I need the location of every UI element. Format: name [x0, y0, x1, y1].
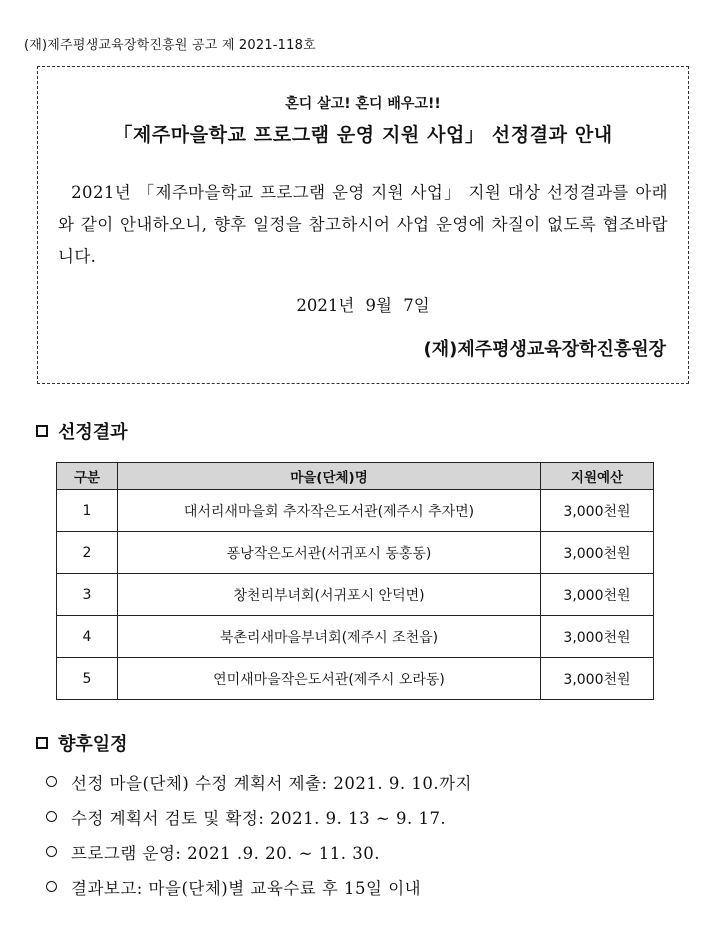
checkbox-icon	[36, 737, 48, 749]
row-amount: 3,000천원	[541, 490, 654, 532]
notice-box	[37, 66, 689, 384]
list-item	[46, 869, 472, 904]
schedule-item-text: 결과보고: 마을(단체)별 교육수료 후 15일 이내	[71, 878, 422, 898]
circle-bullet-icon	[46, 811, 57, 822]
column-header-amount: 지원예산	[541, 463, 654, 490]
notice-date: 2021년 9월 7일	[296, 296, 430, 315]
row-name: 대서리새마을회 추자작은도서관(제주시 추자면)	[118, 490, 541, 532]
signature: (재)제주평생교육장학진흥원장	[423, 339, 666, 360]
row-no: 1	[57, 490, 118, 532]
column-header-name: 마을(단체)명	[118, 463, 541, 490]
schedule-heading	[36, 730, 128, 756]
notice-number: (재)제주평생교육장학진흥원 공고 제 2021-118호	[24, 38, 316, 53]
row-no: 2	[57, 532, 118, 574]
circle-bullet-icon	[46, 846, 57, 857]
results-heading	[36, 418, 128, 444]
row-name: 창천리부녀회(서귀포시 안덕면)	[118, 574, 541, 616]
slogan: 혼디 살고! 혼디 배우고!!	[285, 96, 441, 112]
table-row	[57, 490, 654, 532]
table-header-row	[57, 463, 654, 490]
row-no: 3	[57, 574, 118, 616]
schedule-item-text: 선정 마을(단체) 수정 계획서 제출: 2021. 9. 10.까지	[71, 773, 472, 793]
table-row	[57, 658, 654, 700]
row-name: 북촌리새마을부녀회(제주시 조천읍)	[118, 616, 541, 658]
schedule-item-text: 수정 계획서 검토 및 확정: 2021. 9. 13 ~ 9. 17.	[71, 808, 447, 828]
list-item	[46, 834, 472, 869]
table-row	[57, 532, 654, 574]
row-amount: 3,000천원	[541, 532, 654, 574]
circle-bullet-icon	[46, 776, 57, 787]
results-table	[56, 462, 654, 700]
row-no: 4	[57, 616, 118, 658]
circle-bullet-icon	[46, 881, 57, 892]
row-amount: 3,000천원	[541, 616, 654, 658]
schedule-list	[46, 764, 472, 904]
checkbox-icon	[36, 425, 48, 437]
row-name: 연미새마을작은도서관(제주시 오라동)	[118, 658, 541, 700]
column-header-no: 구분	[57, 463, 118, 490]
row-amount: 3,000천원	[541, 574, 654, 616]
row-name: 퐁낭작은도서관(서귀포시 동홍동)	[118, 532, 541, 574]
notice-title: 「제주마을학교 프로그램 운영 지원 사업」 선정결과 안내	[113, 124, 613, 146]
row-amount: 3,000천원	[541, 658, 654, 700]
notice-body	[58, 177, 668, 273]
table-row	[57, 616, 654, 658]
schedule-heading-label: 향후일정	[58, 734, 128, 755]
table-row	[57, 574, 654, 616]
row-no: 5	[57, 658, 118, 700]
schedule-item-text: 프로그램 운영: 2021 .9. 20. ~ 11. 30.	[71, 843, 380, 863]
list-item	[46, 764, 472, 799]
notice-body-text: 2021년 「제주마을학교 프로그램 운영 지원 사업」 지원 대상 선정결과를 아래와 같이 안내하오니, 향후 일정을 참고하시어 사업 운영에 차질이 없도록 협조바랍니다.	[58, 183, 668, 266]
list-item	[46, 799, 472, 834]
results-heading-label: 선정결과	[58, 422, 128, 443]
